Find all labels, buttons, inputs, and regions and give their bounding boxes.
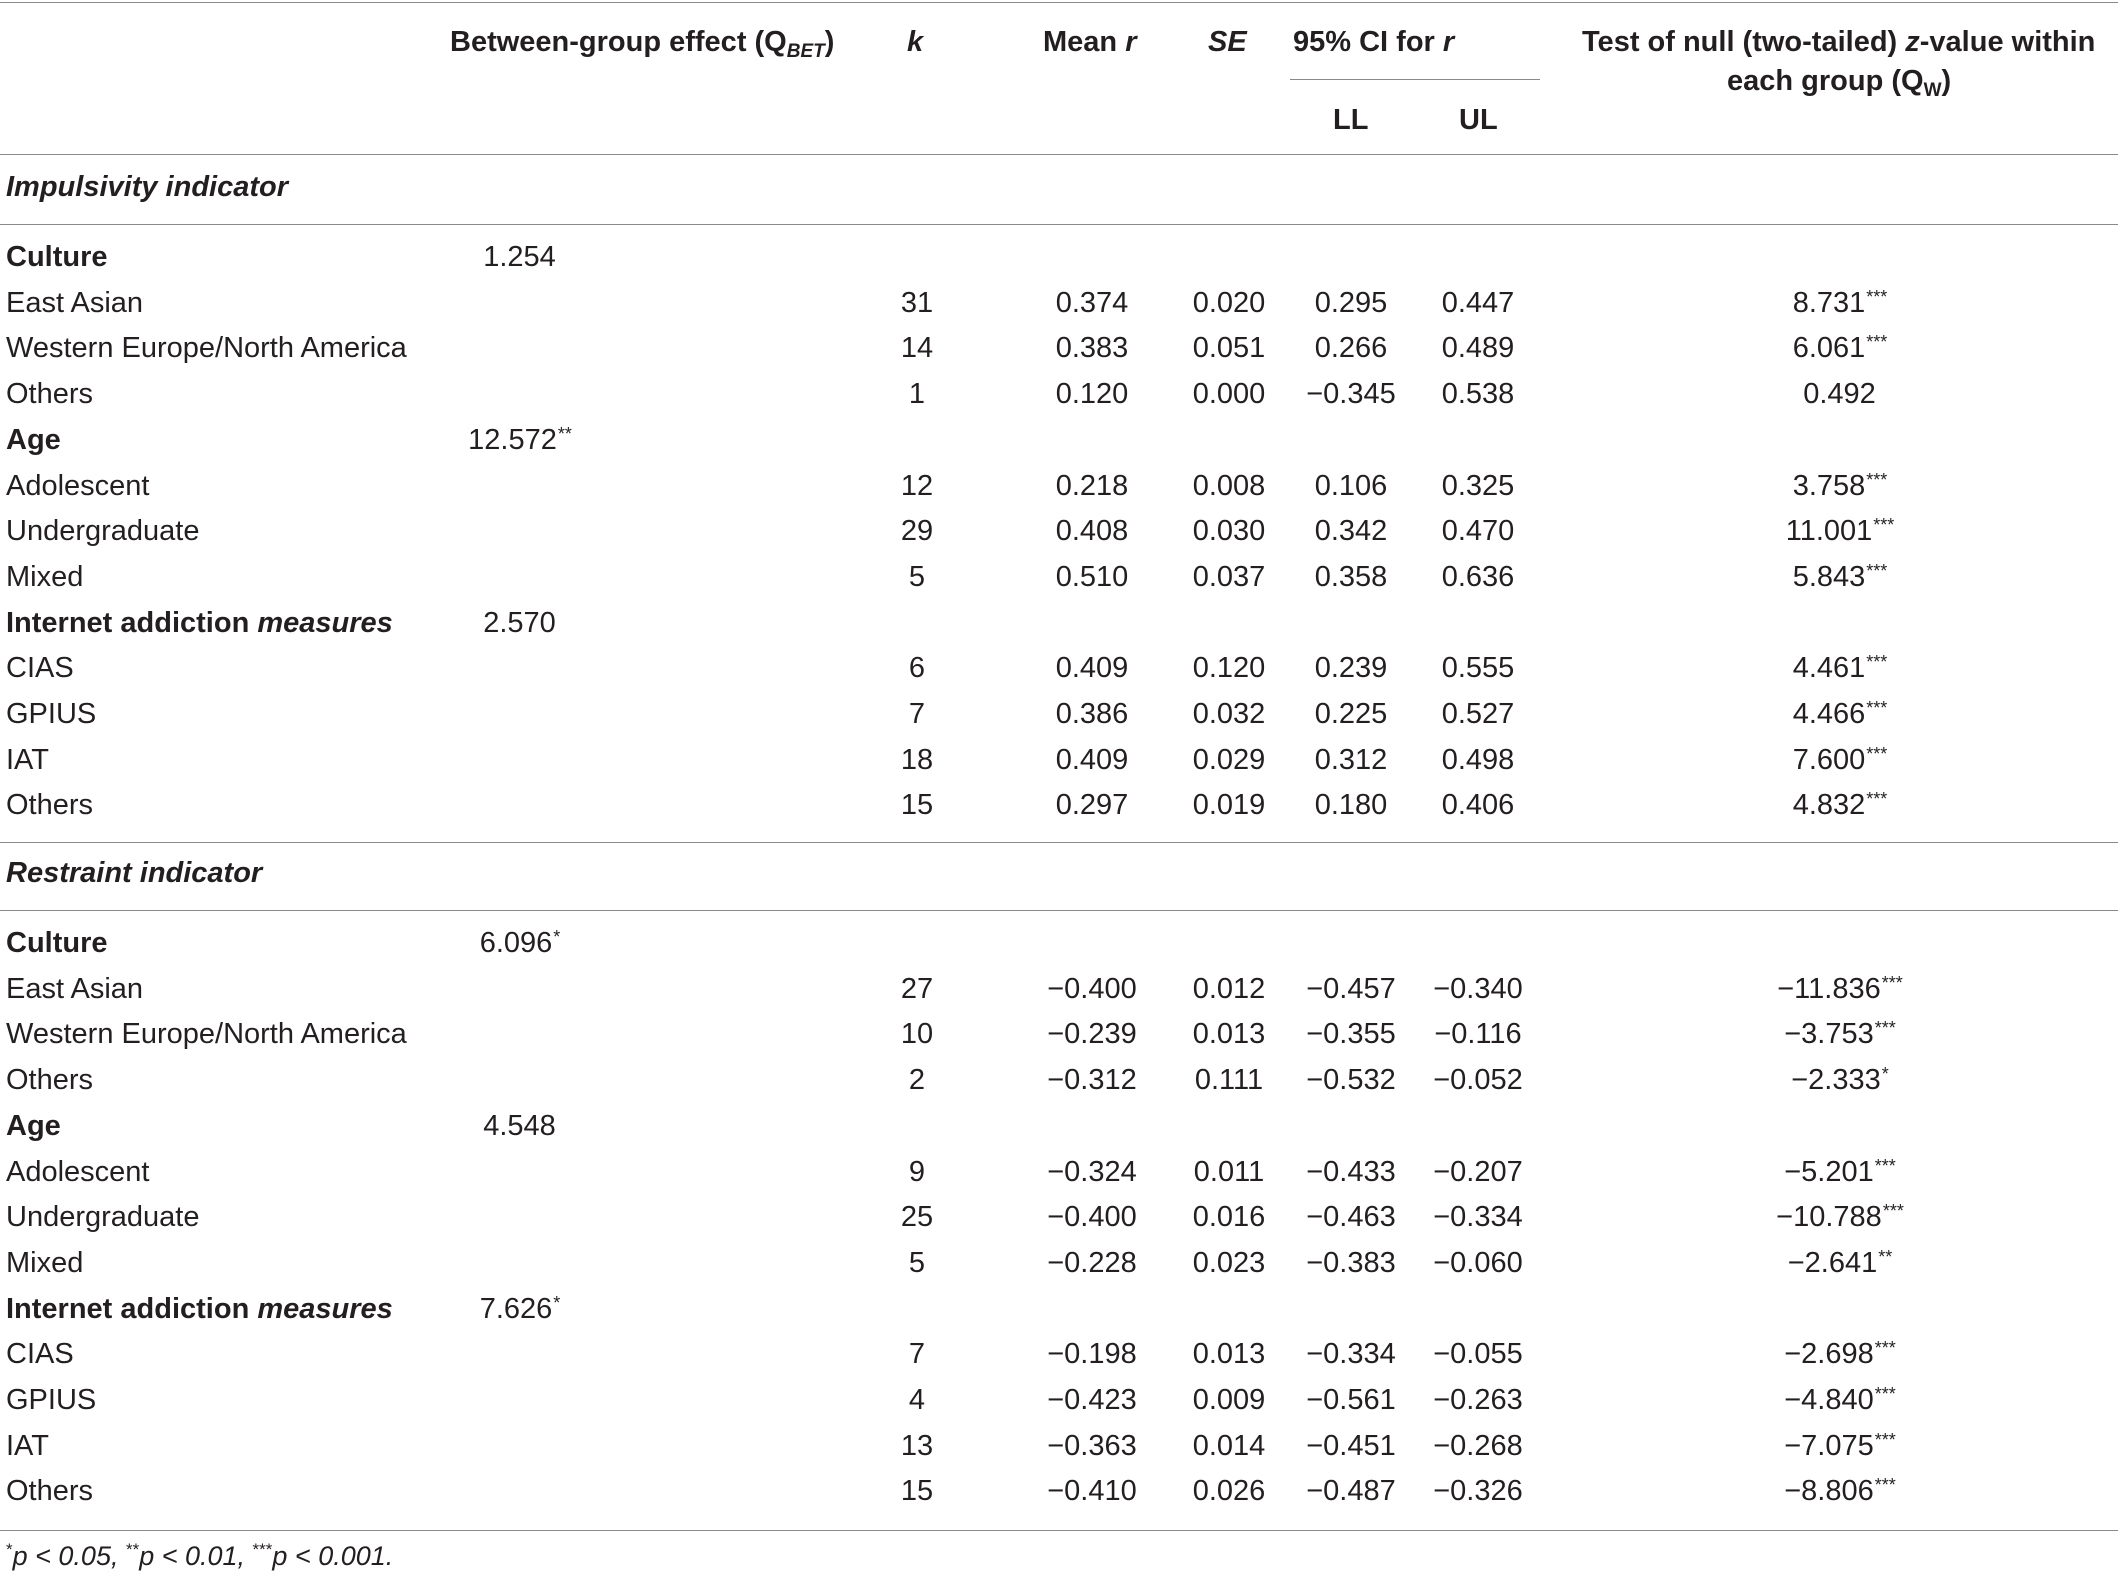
cell-ll: −0.487	[1306, 1475, 1396, 1508]
cell-ul: 0.527	[1441, 698, 1515, 730]
cell-z-value	[1680, 325, 2000, 371]
cell-k: 9	[908, 1155, 926, 1188]
group-name	[6, 417, 61, 463]
cell-mean-r: −0.423	[1047, 1384, 1137, 1416]
z-stars: ***	[1881, 972, 1903, 993]
cell-mean-r: −0.198	[1047, 1338, 1137, 1371]
header-z-line2: each group $(Q_W)$	[1727, 65, 1952, 101]
cell-k: 5	[908, 1246, 926, 1279]
table-row	[0, 782, 2118, 828]
cell-z-value	[1680, 645, 2000, 691]
group-qbet-value	[390, 234, 650, 280]
z-number: −2.641	[1787, 1246, 1878, 1279]
row-label: East Asian	[6, 286, 144, 319]
cell-se: 0.000	[1192, 378, 1266, 411]
z-stars: ***	[1874, 1384, 1896, 1404]
cell-k: 5	[908, 560, 926, 593]
cell-ll: −0.451	[1306, 1429, 1396, 1462]
z-number: 4.832	[1792, 789, 1866, 822]
z-stars: ***	[1866, 652, 1888, 673]
row-label: Others	[6, 1064, 94, 1097]
row-label: Mixed	[6, 560, 84, 593]
group-qbet-value	[390, 920, 650, 966]
group-row	[0, 600, 2118, 646]
z-stars: ***	[1866, 789, 1888, 810]
cell-ll: −0.532	[1306, 1064, 1396, 1097]
cell-z-value	[1680, 737, 2000, 783]
cell-k: 6	[908, 652, 926, 685]
cell-ul: −0.326	[1433, 1475, 1523, 1508]
row-label: Mixed	[6, 1246, 84, 1279]
z-stars: ***	[1866, 469, 1888, 490]
row-label: Adolescent	[6, 469, 150, 502]
row-label: Western Europe/North America	[6, 1018, 407, 1051]
z-number: 0.492	[1803, 378, 1876, 411]
row-label: Western Europe/North America	[6, 332, 407, 365]
header-bottom-rule	[0, 154, 2118, 155]
cell-z-value	[1680, 691, 2000, 737]
section-title-row	[0, 850, 2118, 896]
cell-se: 0.012	[1192, 972, 1266, 1005]
cell-mean-r: −0.400	[1047, 1201, 1137, 1234]
cell-z-value	[1680, 371, 2000, 417]
cell-mean-r: 0.409	[1055, 652, 1129, 685]
z-number: −3.753	[1784, 1018, 1874, 1051]
header-mean-r: Mean r	[1043, 26, 1137, 58]
qbet-number: 2.570	[483, 606, 556, 639]
z-number: −10.788	[1776, 1201, 1882, 1234]
group-qbet-value	[390, 600, 650, 646]
section-title-row	[0, 164, 2118, 210]
z-stars: ***	[1866, 560, 1888, 581]
cell-ul: 0.555	[1441, 652, 1515, 685]
z-number: 6.061	[1792, 332, 1866, 365]
cell-ul: −0.268	[1433, 1429, 1523, 1462]
cell-ll: −0.383	[1306, 1246, 1396, 1279]
table-row	[0, 463, 2118, 509]
cell-ul: 0.489	[1441, 332, 1515, 365]
cell-k: 7	[908, 698, 926, 730]
qbet-stars: *	[553, 927, 561, 947]
z-number: 4.461	[1792, 652, 1866, 685]
cell-mean-r: −0.400	[1047, 972, 1137, 1005]
table-row	[0, 1331, 2118, 1377]
group-row	[0, 234, 2118, 280]
z-number: 4.466	[1792, 698, 1866, 730]
table-row	[0, 1194, 2118, 1240]
cell-z-value	[1680, 1423, 2000, 1469]
header-se: SE	[1208, 26, 1247, 58]
cell-se: 0.026	[1192, 1475, 1266, 1508]
cell-ul: −0.060	[1433, 1246, 1523, 1279]
row-label: East Asian	[6, 972, 144, 1005]
cell-z-value	[1680, 1331, 2000, 1377]
cell-mean-r: −0.324	[1047, 1155, 1137, 1188]
cell-se: 0.008	[1192, 469, 1266, 502]
table-row	[0, 691, 2118, 737]
group-name	[6, 1103, 61, 1149]
table-row	[0, 645, 2118, 691]
cell-mean-r: 0.409	[1055, 743, 1129, 776]
table-row	[0, 1149, 2118, 1195]
group-qbet-value	[390, 1286, 650, 1332]
section-title: Impulsivity indicator	[6, 171, 288, 203]
cell-z-value	[1680, 782, 2000, 828]
table-row	[0, 1011, 2118, 1057]
cell-ll: 0.266	[1314, 332, 1388, 365]
group-name-italic: measures	[257, 1292, 393, 1325]
table-row	[0, 508, 2118, 554]
cell-ll: 0.180	[1314, 789, 1388, 822]
cell-z-value	[1680, 1377, 2000, 1423]
z-stars: ***	[1874, 1018, 1896, 1039]
cell-se: 0.016	[1192, 1201, 1266, 1234]
section-title: Restraint indicator	[6, 857, 263, 889]
cell-mean-r: −0.228	[1047, 1246, 1137, 1279]
cell-ll: 0.225	[1314, 698, 1388, 730]
z-number: −7.075	[1784, 1429, 1874, 1462]
cell-mean-r: 0.120	[1055, 378, 1129, 411]
cell-k: 10	[900, 1018, 934, 1051]
cell-ul: 0.538	[1441, 378, 1515, 411]
cell-mean-r: 0.374	[1055, 286, 1129, 319]
z-number: 3.758	[1792, 469, 1866, 502]
group-name-text: Age	[6, 1109, 61, 1142]
row-label: CIAS	[6, 1338, 74, 1371]
cell-ll: −0.433	[1306, 1155, 1396, 1188]
row-label: GPIUS	[6, 1384, 97, 1416]
table-row	[0, 1240, 2118, 1286]
group-qbet-value	[390, 1103, 650, 1149]
cell-ll: −0.334	[1306, 1338, 1396, 1371]
cell-k: 18	[900, 743, 934, 776]
row-label: IAT	[6, 743, 49, 776]
row-label: Undergraduate	[6, 1201, 200, 1234]
cell-z-value	[1680, 966, 2000, 1012]
row-label: Others	[6, 1475, 94, 1508]
section-title-rule	[0, 910, 2118, 911]
z-number: −5.201	[1784, 1155, 1874, 1188]
group-name-text: Culture	[6, 241, 108, 273]
row-label: CIAS	[6, 652, 74, 685]
header-ll: LL	[1333, 104, 1369, 136]
cell-se: 0.014	[1192, 1429, 1266, 1462]
cell-se: 0.120	[1192, 652, 1266, 685]
cell-mean-r: −0.239	[1047, 1018, 1137, 1051]
cell-z-value	[1680, 280, 2000, 326]
z-number: −2.333	[1791, 1064, 1881, 1097]
cell-mean-r: 0.510	[1055, 560, 1129, 593]
header-ul: UL	[1459, 104, 1498, 136]
header-z-line1: Test of null (two-tailed) z-value within	[1582, 26, 2096, 58]
cell-ll: −0.463	[1306, 1201, 1396, 1234]
group-name-text: Age	[6, 423, 61, 456]
table-row	[0, 554, 2118, 600]
group-row	[0, 920, 2118, 966]
cell-z-value	[1680, 463, 2000, 509]
z-number: −2.698	[1784, 1338, 1874, 1371]
cell-ul: −0.340	[1433, 972, 1523, 1005]
cell-ll: 0.239	[1314, 652, 1388, 685]
table-row	[0, 325, 2118, 371]
cell-se: 0.037	[1192, 560, 1266, 593]
cell-z-value	[1680, 1468, 2000, 1514]
table-row	[0, 1423, 2118, 1469]
cell-se: 0.023	[1192, 1246, 1266, 1279]
cell-z-value	[1680, 1240, 2000, 1286]
cell-se: 0.020	[1192, 286, 1266, 319]
table-row	[0, 737, 2118, 783]
cell-se: 0.032	[1192, 698, 1266, 730]
z-stars: ***	[1866, 743, 1888, 764]
group-name-text: Culture	[6, 927, 108, 959]
z-stars: ***	[1866, 332, 1888, 353]
group-name-text: Internet addiction	[6, 606, 258, 639]
ci-span-rule	[1290, 79, 1540, 80]
cell-k: 7	[908, 1338, 926, 1371]
group-name	[6, 600, 393, 646]
section-title-rule	[0, 224, 2118, 225]
cell-ll: −0.457	[1306, 972, 1396, 1005]
table-row	[0, 966, 2118, 1012]
z-number: −4.840	[1784, 1384, 1874, 1416]
group-row	[0, 417, 2118, 463]
z-number: 7.600	[1792, 743, 1866, 776]
cell-se: 0.019	[1192, 789, 1266, 822]
cell-ll: −0.355	[1306, 1018, 1396, 1051]
group-qbet-value	[390, 417, 650, 463]
cell-k: 1	[908, 378, 926, 411]
z-stars: ***	[1874, 1155, 1896, 1176]
z-number: −11.836	[1777, 972, 1881, 1005]
qbet-number: 1.254	[483, 241, 556, 273]
cell-k: 29	[900, 515, 934, 548]
row-label: IAT	[6, 1429, 49, 1462]
cell-z-value	[1680, 1057, 2000, 1103]
cell-k: 25	[900, 1201, 934, 1234]
qbet-number: 4.548	[483, 1109, 556, 1142]
cell-se: 0.011	[1193, 1155, 1265, 1188]
qbet-number: 12.572	[468, 423, 557, 456]
cell-ul: 0.470	[1441, 515, 1515, 548]
cell-z-value	[1680, 1149, 2000, 1195]
table-row	[0, 371, 2118, 417]
cell-se: 0.051	[1192, 332, 1266, 365]
cell-ul: 0.406	[1441, 789, 1515, 822]
cell-ul: −0.052	[1433, 1064, 1523, 1097]
z-stars: **	[1878, 1246, 1893, 1267]
qbet-stars: *	[553, 1292, 561, 1313]
z-stars: ***	[1882, 1201, 1904, 1222]
cell-ul: 0.447	[1441, 286, 1515, 319]
section-divider-rule	[0, 842, 2118, 843]
qbet-stars: **	[557, 423, 572, 444]
z-number: 11.001	[1785, 515, 1873, 548]
cell-ul: 0.498	[1441, 743, 1515, 776]
cell-mean-r: 0.297	[1055, 789, 1129, 822]
header-qbet: Between-group effect $(Q_{BET})$	[450, 26, 835, 62]
cell-se: 0.029	[1192, 743, 1266, 776]
row-label: GPIUS	[6, 698, 97, 730]
cell-ll: −0.345	[1306, 378, 1396, 411]
qbet-number: 6.096	[479, 927, 553, 959]
cell-se: 0.111	[1194, 1064, 1264, 1097]
cell-ul: −0.207	[1433, 1155, 1523, 1188]
cell-mean-r: 0.408	[1055, 515, 1129, 548]
qbet-number: 7.626	[479, 1292, 553, 1325]
z-number: −8.806	[1784, 1475, 1874, 1508]
cell-k: 15	[900, 789, 934, 822]
cell-ll: −0.561	[1306, 1384, 1396, 1416]
cell-mean-r: 0.218	[1055, 469, 1129, 502]
row-label: Undergraduate	[6, 515, 200, 548]
cell-mean-r: 0.383	[1055, 332, 1129, 365]
z-number: 8.731	[1792, 286, 1866, 319]
table-top-rule	[0, 2, 2118, 3]
cell-k: 15	[900, 1475, 934, 1508]
cell-mean-r: 0.386	[1055, 698, 1129, 730]
cell-k: 2	[908, 1064, 926, 1097]
cell-z-value	[1680, 554, 2000, 600]
group-name	[6, 1286, 393, 1332]
cell-ul: 0.636	[1441, 560, 1515, 593]
table-row	[0, 280, 2118, 326]
cell-k: 14	[900, 332, 934, 365]
cell-ul: −0.116	[1434, 1018, 1522, 1051]
group-name	[6, 234, 108, 280]
cell-k: 31	[900, 286, 934, 319]
cell-k: 4	[908, 1384, 926, 1416]
group-name-italic: measures	[257, 606, 393, 639]
z-stars: ***	[1874, 1338, 1896, 1359]
cell-mean-r: −0.312	[1047, 1064, 1137, 1097]
cell-mean-r: −0.410	[1047, 1475, 1137, 1508]
table-row	[0, 1377, 2118, 1423]
cell-z-value	[1680, 508, 2000, 554]
cell-ll: 0.342	[1314, 515, 1388, 548]
group-row	[0, 1103, 2118, 1149]
cell-ul: −0.055	[1433, 1338, 1523, 1371]
z-stars: ***	[1866, 286, 1888, 307]
z-stars: ***	[1874, 1475, 1896, 1496]
cell-ll: 0.106	[1314, 469, 1388, 502]
footnote: *p < 0.05, **p < 0.01, ***p < 0.001.	[6, 1540, 394, 1571]
z-stars: ***	[1874, 1429, 1896, 1450]
z-number: 5.843	[1792, 560, 1866, 593]
cell-ll: 0.312	[1314, 743, 1388, 776]
cell-ul: 0.325	[1441, 469, 1515, 502]
group-row	[0, 1286, 2118, 1332]
row-label: Adolescent	[6, 1155, 150, 1188]
z-stars: ***	[1866, 698, 1888, 718]
cell-se: 0.013	[1192, 1018, 1266, 1051]
cell-ul: −0.334	[1433, 1201, 1523, 1234]
header-ci: 95% CI for r	[1293, 26, 1455, 58]
header-k: k	[907, 26, 924, 58]
z-stars: *	[1881, 1064, 1889, 1085]
cell-k: 27	[900, 972, 934, 1005]
row-label: Others	[6, 378, 94, 411]
cell-mean-r: −0.363	[1047, 1429, 1137, 1462]
table-row	[0, 1057, 2118, 1103]
cell-k: 12	[900, 469, 934, 502]
cell-ll: 0.358	[1314, 560, 1388, 593]
cell-se: 0.030	[1192, 515, 1266, 548]
cell-z-value	[1680, 1011, 2000, 1057]
group-name-text: Internet addiction	[6, 1292, 258, 1325]
table-bottom-rule	[0, 1530, 2118, 1531]
row-label: Others	[6, 789, 94, 822]
cell-se: 0.013	[1192, 1338, 1266, 1371]
cell-ul: −0.263	[1433, 1384, 1523, 1416]
cell-k: 13	[900, 1429, 934, 1462]
cell-z-value	[1680, 1194, 2000, 1240]
cell-ll: 0.295	[1314, 286, 1388, 319]
z-stars: ***	[1873, 515, 1895, 536]
cell-se: 0.009	[1192, 1384, 1266, 1416]
group-name	[6, 920, 108, 966]
table-row	[0, 1468, 2118, 1514]
